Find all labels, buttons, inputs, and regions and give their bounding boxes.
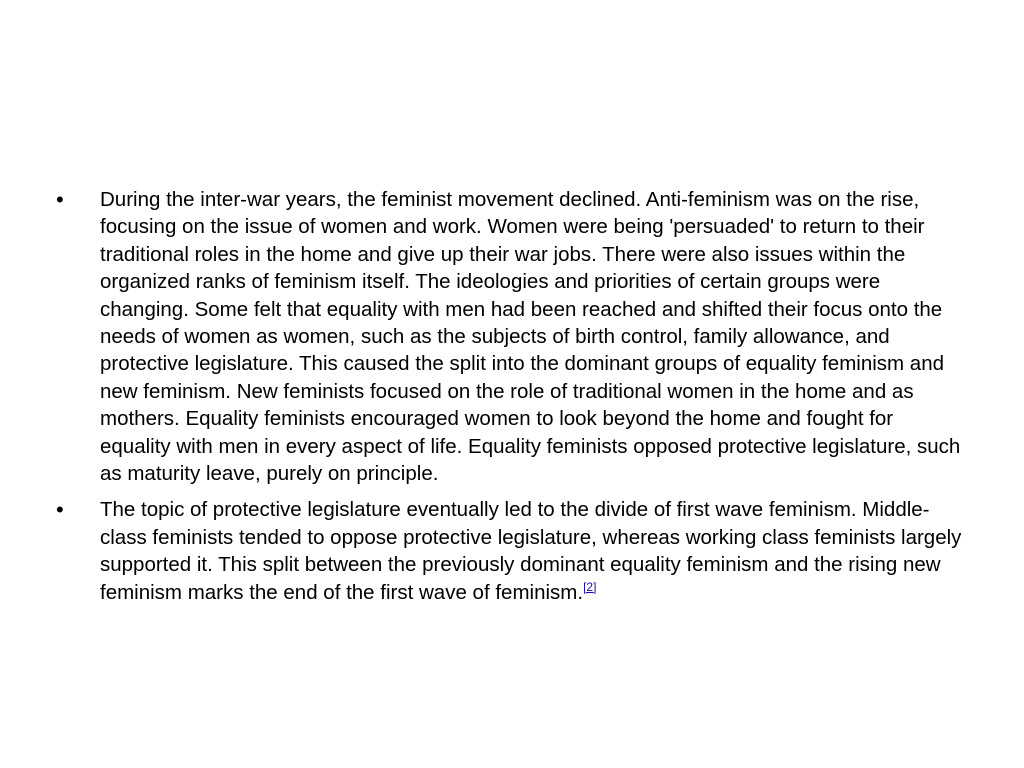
bullet-icon: • <box>56 187 64 212</box>
bullet-item-1 <box>56 186 966 487</box>
bullet-item-2 <box>56 496 966 606</box>
bullet-icon: • <box>56 497 64 523</box>
bullet-text-2: The topic of protective legislature eventually led to the divide of first wave feminism. Middle-class feminists tended to oppose protective legislature, whereas working class feminists largely supported it. This split between the previously dominant equality feminism and the rising new feminism marks the end of the first wave of feminism. <box>100 498 962 604</box>
bullet-list <box>56 186 966 615</box>
citation-link[interactable]: [2] <box>583 579 597 594</box>
bullet-text-1: During the inter-war years, the feminist movement declined. Anti-feminism was on the rise, focusing on the issue of women and work. Women were being 'persuaded' to return to their traditional roles in the home and give up their war jobs. There were also issues within the organized ranks of feminism itself. The ideologies and priorities of certain groups were changing. Some felt that equality with men had been reached and shifted their focus onto the needs of women as women, such as the subjects of birth control, family allowance, and protective legislature. This caused the split into the dominant groups of equality feminism and new feminism. New feminists focused on the role of traditional women in the home and as mothers. Equality feminists encouraged women to look beyond the home and fought for equality with men in every aspect of life. Equality feminists opposed protective legislature, such as maturity leave, purely on principle. <box>100 188 961 486</box>
